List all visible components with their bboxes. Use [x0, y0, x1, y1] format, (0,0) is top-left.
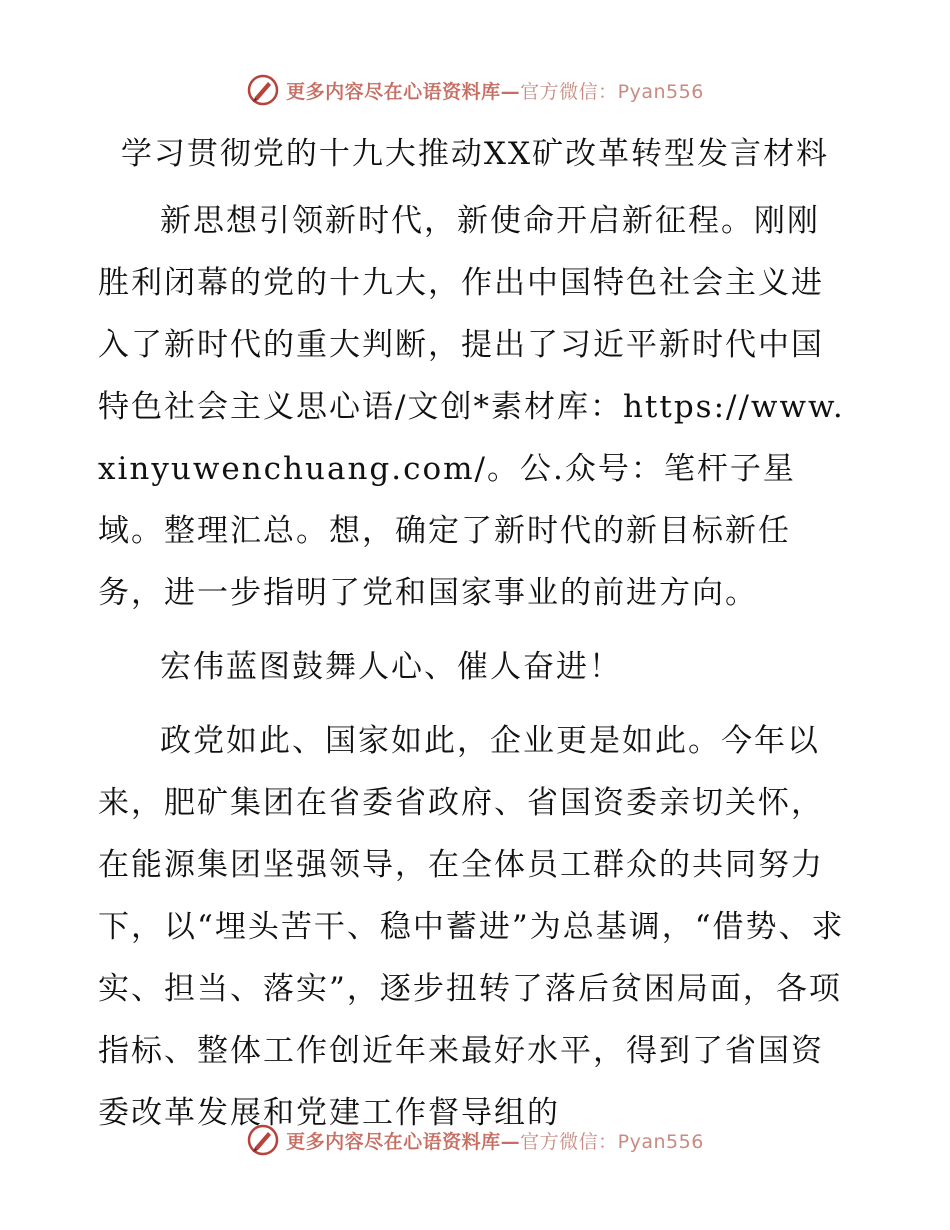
header-site-text: 更多内容尽在心语资料库— [286, 80, 521, 103]
document-title: 学习贯彻党的十九大推动XX矿改革转型发言材料 [120, 136, 830, 172]
brand-logo-icon [246, 73, 280, 107]
footer-site-text: 更多内容尽在心语资料库— [286, 1130, 521, 1153]
header-banner-text [286, 77, 704, 104]
document-body [98, 190, 850, 1144]
header-watermark-banner [0, 70, 950, 110]
footer-contact-text: 官方微信：Pyan556 [520, 1130, 704, 1153]
paragraph: 宏伟蓝图鼓舞人心、催人奋进！ [160, 649, 622, 685]
paragraph: 政党如此、国家如此，企业更是如此。今年以来，肥矿集团在省委省政府、省国资委亲切关怀，在能源集团坚强领导，在全体员工群众的共同努力下，以“埋头苦干、稳中蓄进”为总基调，“借势、求实、担当、落实”，逐步扭转了落后贫困局面，各项指标、整体工作创近年来最好水平，得到了省国资委改革发展和党建工作督导组的 [98, 723, 845, 1131]
brand-logo-icon [246, 1123, 280, 1157]
paragraph: 新思想引领新时代，新使命开启新征程。刚刚胜利闭幕的党的十九大，作出中国特色社会主义进入了新时代的重大判断，提出了习近平新时代中国特色社会主义思心语/文创*素材库：https://www.xinyuwenchuang.com/。公.众号：笔杆子星域。整理汇总。想，确定了新时代的新目标新任务，进一步指明了党和国家事业的前进方向。 [98, 203, 845, 611]
footer-watermark-banner [0, 1120, 950, 1160]
header-contact-text: 官方微信：Pyan556 [520, 80, 704, 103]
footer-banner-text [286, 1127, 704, 1154]
